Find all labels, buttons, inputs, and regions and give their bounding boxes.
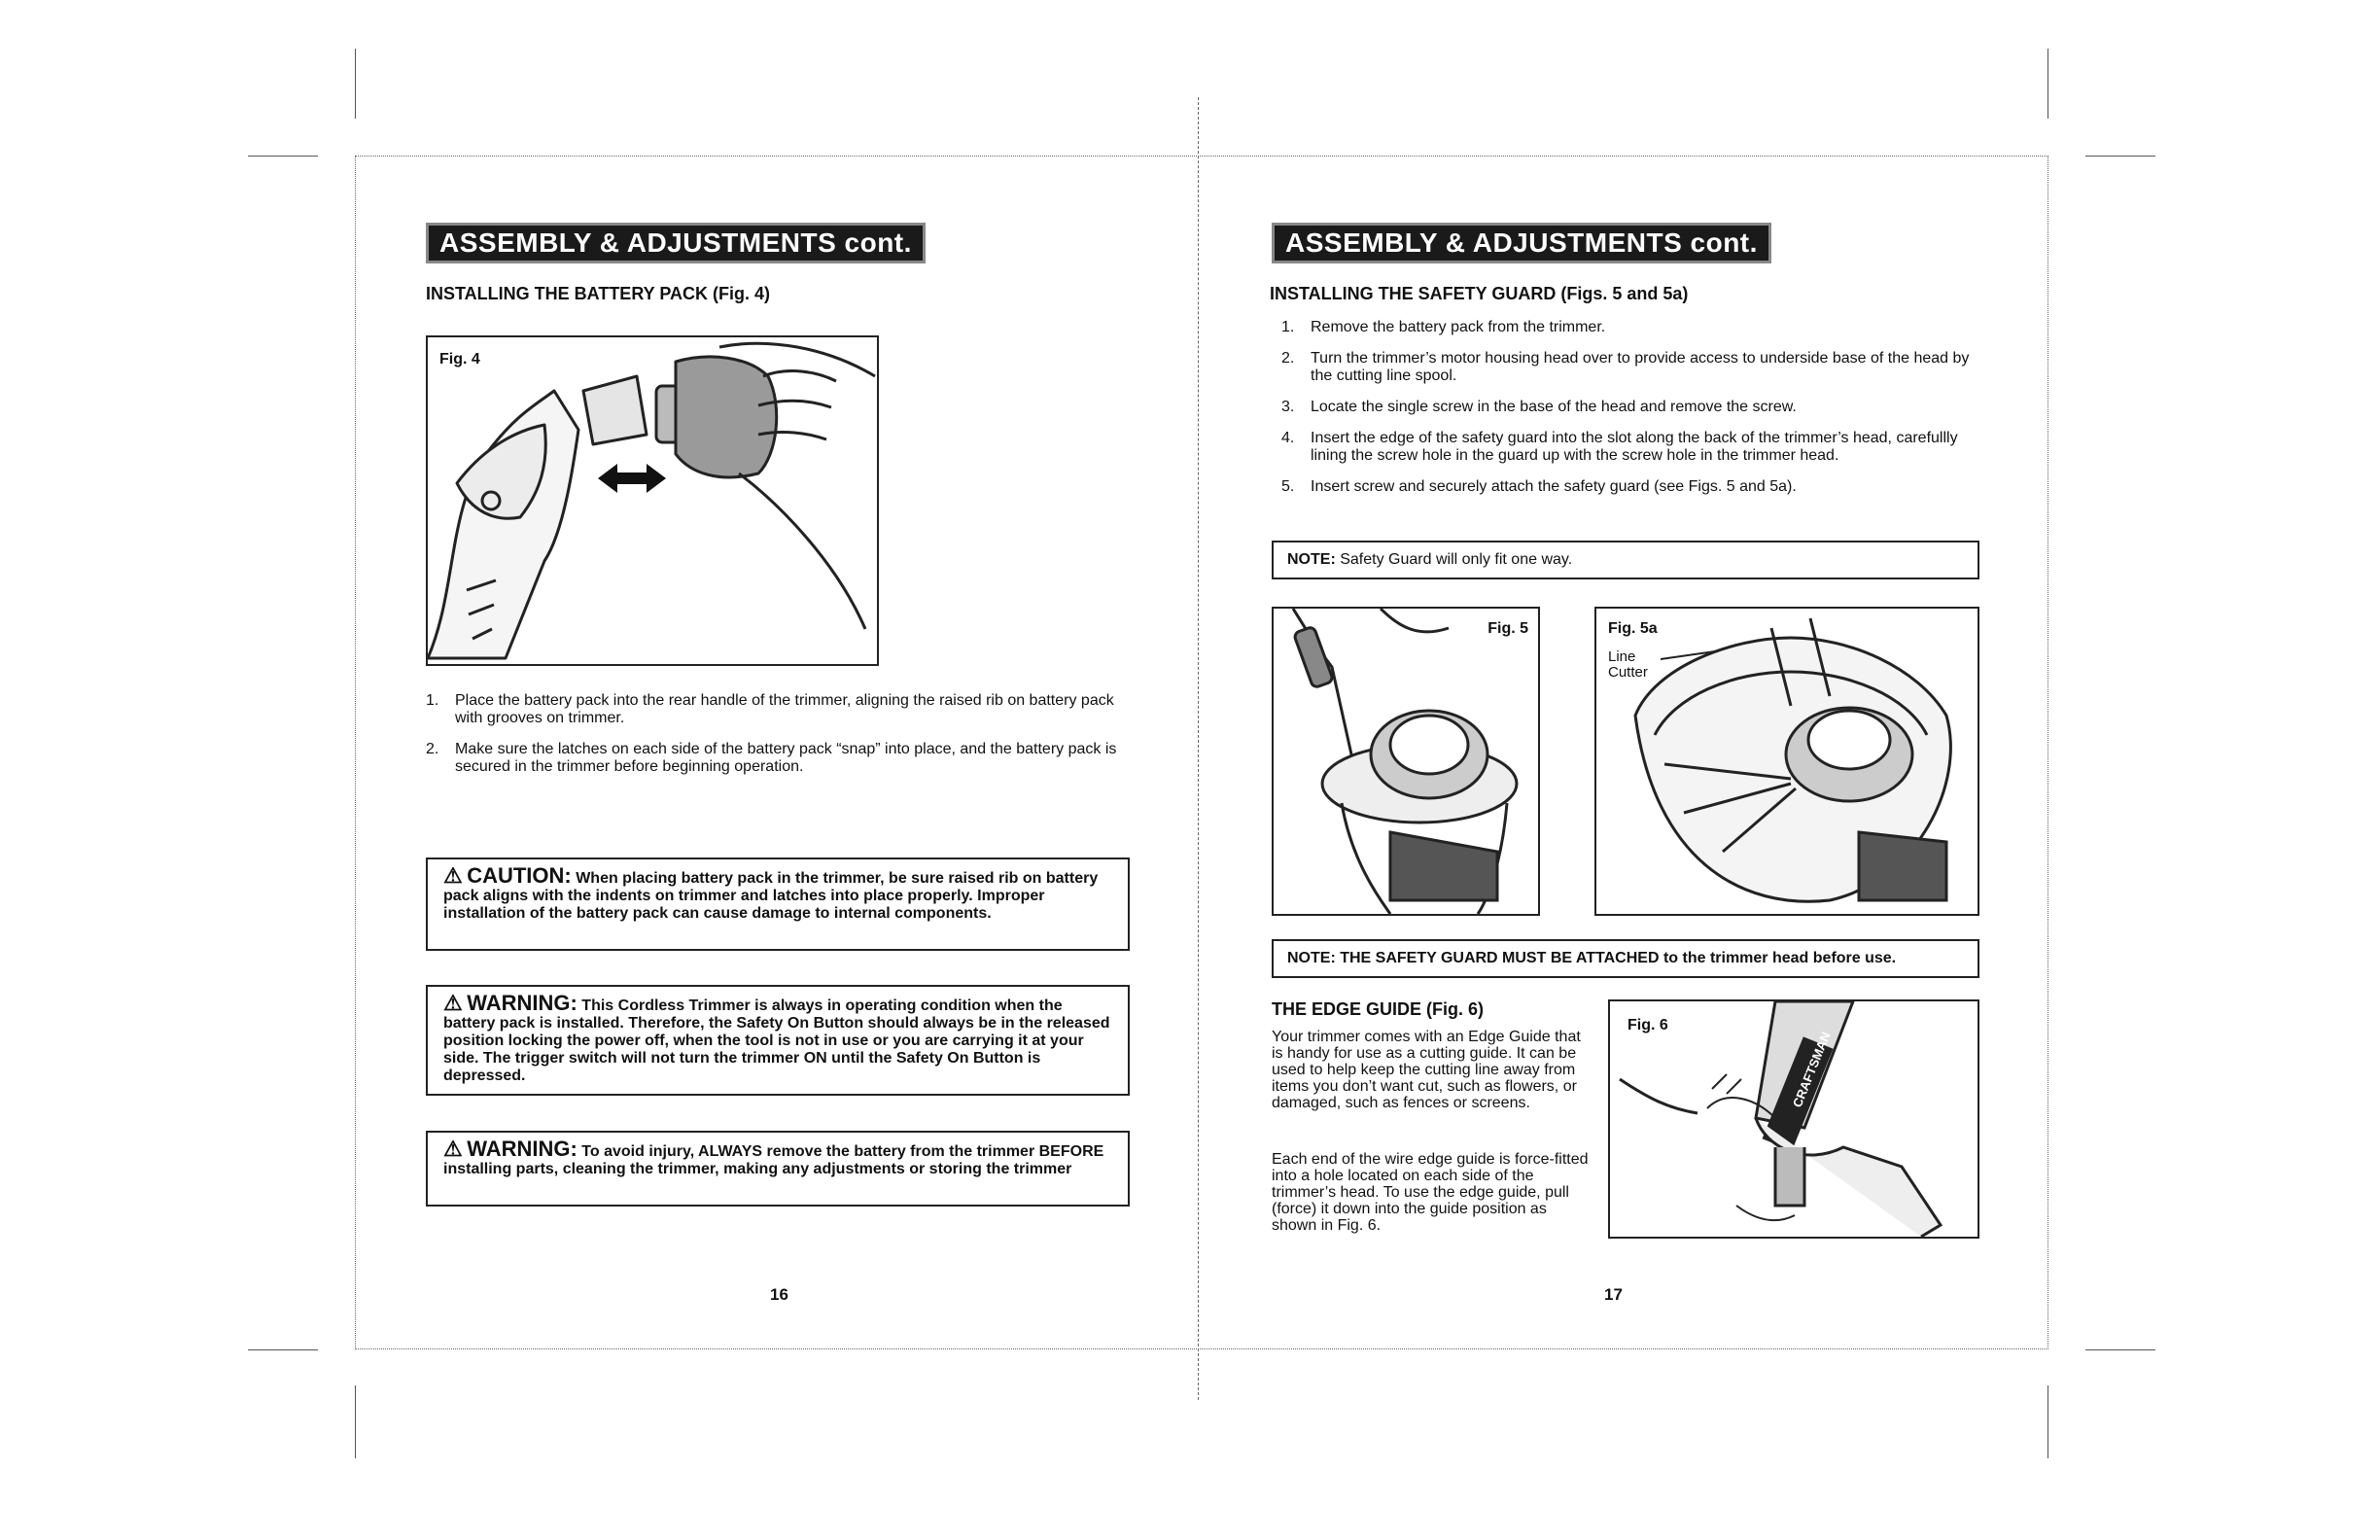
figure-label: Fig. 6 bbox=[1628, 1017, 1668, 1033]
list-item: 4. Insert the edge of the safety guard into the slot along the back of the trimmer’s head, carefullly lining the screw hole in the guard up with the screw hole in the trimmer head. bbox=[1281, 430, 1958, 464]
warning-text: To avoid injury, ALWAYS remove the battery from the trimmer BEFORE installing parts, cleaning the trimmer, making any adjustments or storing the trimmer bbox=[443, 1143, 1104, 1177]
edge-guide-heading: THE EDGE GUIDE (Fig. 6) bbox=[1272, 999, 1485, 1019]
brand-label: CRAFTSMAN bbox=[1789, 1030, 1834, 1110]
crop-mark bbox=[248, 156, 318, 157]
figure-4 bbox=[426, 335, 879, 666]
edge-guide-paragraph: Each end of the wire edge guide is force-fitted into a hole located on each side of the trimmer’s head. To use the edge guide, pull (force) it down into the guide position as shown in Fig. 6. bbox=[1272, 1151, 1589, 1234]
edge-guide-illustration bbox=[1610, 1001, 1978, 1237]
warning-triangle-icon: ⚠ bbox=[443, 863, 463, 888]
crop-mark bbox=[355, 49, 356, 119]
note-text: NOTE: THE SAFETY GUARD MUST BE ATTACHED to the trimmer head before use. bbox=[1287, 950, 1897, 966]
caution-text: When placing battery pack in the trimmer, be sure raised rib on battery pack aligns with the indents on trimmer and latches into place properly. Improper installation of the battery pack can cause damage to internal components. bbox=[443, 870, 1099, 922]
battery-install-illustration bbox=[428, 337, 877, 664]
list-item: 2. Make sure the latches on each side of the battery pack “snap” into place, and the battery pack is secured in the trimmer before beginning operation. bbox=[426, 741, 1117, 775]
figure-label: Fig. 4 bbox=[439, 351, 480, 368]
safety-guard-steps-list bbox=[1281, 319, 1981, 509]
note-text: Safety Guard will only fit one way. bbox=[1340, 551, 1573, 568]
figure-label: Fig. 5a bbox=[1608, 620, 1658, 637]
line-cutter-callout: Line Cutter bbox=[1608, 648, 1648, 681]
page-number: 17 bbox=[1604, 1285, 1623, 1304]
figure-5a bbox=[1594, 607, 1979, 916]
warning-keyword: WARNING: bbox=[467, 1137, 578, 1161]
crop-mark bbox=[248, 1349, 318, 1350]
edge-guide-paragraph: Your trimmer comes with an Edge Guide that is handy for use as a cutting guide. It can be used to help keep the cutting line away from items you don’t want cut, such as flowers, or damaged, such as fences or screens. bbox=[1272, 1029, 1581, 1111]
warning-keyword: WARNING: bbox=[467, 991, 578, 1015]
warning-triangle-icon: ⚠ bbox=[443, 991, 463, 1015]
figure-5 bbox=[1272, 607, 1540, 916]
warning-box bbox=[426, 1131, 1130, 1207]
safety-guard-line-cutter-illustration bbox=[1596, 609, 1978, 914]
page-number: 16 bbox=[770, 1285, 788, 1304]
warning-text: This Cordless Trimmer is always in operating condition when the battery pack is installed. Therefore, the Safety On Button should always be in the released position locking the power off, when the tool is not in use or you are carrying it at your side. The trigger switch will not turn the trimmer ON until the Safety On Button is depressed. bbox=[443, 998, 1110, 1084]
safety-guard-note-box bbox=[1272, 939, 1979, 978]
figure-6 bbox=[1608, 999, 1979, 1239]
crop-mark bbox=[2085, 1349, 2155, 1350]
safety-guard-screw-illustration bbox=[1274, 609, 1538, 914]
figure-label: Fig. 5 bbox=[1488, 620, 1528, 637]
section-heading: INSTALLING THE BATTERY PACK (Fig. 4) bbox=[426, 284, 770, 303]
section-heading: INSTALLING THE SAFETY GUARD (Figs. 5 and 5a) bbox=[1270, 284, 1689, 303]
center-fold-line bbox=[1198, 97, 1199, 1400]
list-item: 5. Insert screw and securely attach the safety guard (see Figs. 5 and 5a). bbox=[1281, 478, 1797, 495]
note-label: NOTE: bbox=[1287, 551, 1336, 568]
crop-mark bbox=[2085, 156, 2155, 157]
list-item: 1. Remove the battery pack from the trimmer. bbox=[1281, 319, 1606, 335]
caution-box bbox=[426, 858, 1130, 951]
battery-steps-list bbox=[426, 692, 1126, 789]
list-item: 1. Place the battery pack into the rear handle of the trimmer, aligning the raised rib on battery pack with grooves on trimmer. bbox=[426, 692, 1114, 726]
crop-mark bbox=[355, 1385, 356, 1458]
list-item: 2. Turn the trimmer’s motor housing head over to provide access to underside base of the head by the cutting line spool. bbox=[1281, 350, 1970, 384]
caution-keyword: CAUTION: bbox=[467, 863, 572, 888]
note-box bbox=[1272, 541, 1979, 579]
section-banner: ASSEMBLY & ADJUSTMENTS cont. bbox=[1272, 223, 1771, 263]
warning-box bbox=[426, 985, 1130, 1096]
warning-triangle-icon: ⚠ bbox=[443, 1137, 463, 1161]
list-item: 3. Locate the single screw in the base of the head and remove the screw. bbox=[1281, 399, 1797, 415]
section-banner: ASSEMBLY & ADJUSTMENTS cont. bbox=[426, 223, 926, 263]
